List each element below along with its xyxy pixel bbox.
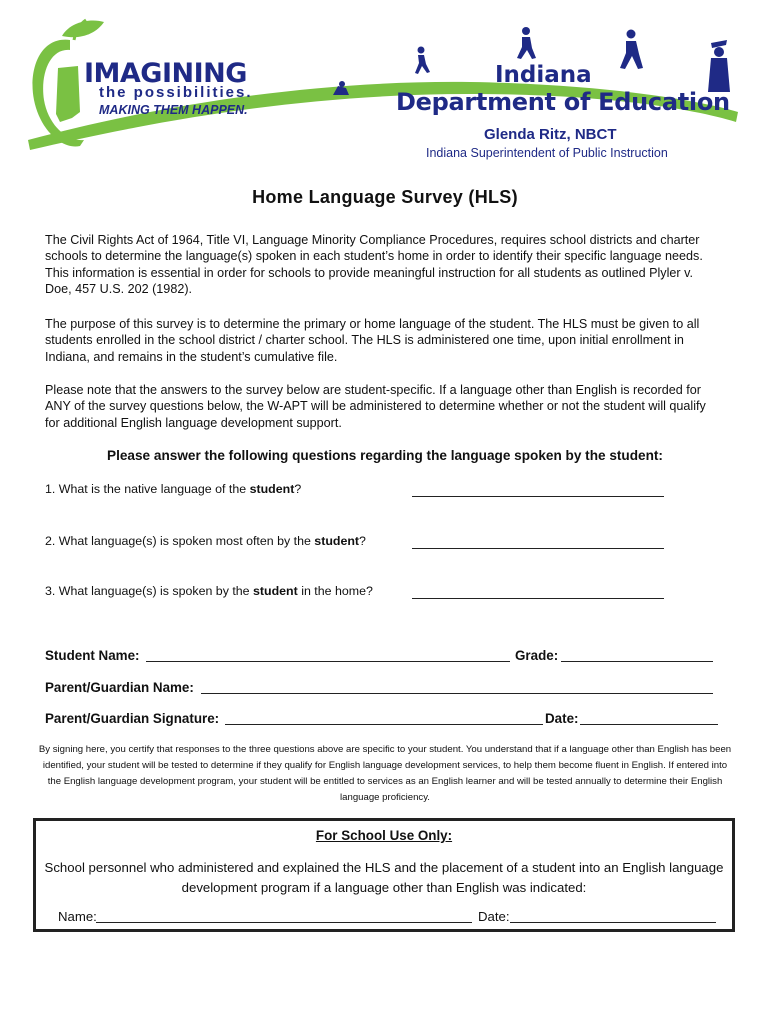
parent-signature-label: Parent/Guardian Signature: <box>45 711 220 726</box>
signature-date-line[interactable] <box>580 724 718 725</box>
letterhead <box>0 0 770 172</box>
document-title: Home Language Survey (HLS) <box>252 187 518 207</box>
answer-line-3[interactable] <box>412 598 664 599</box>
note-paragraph: Please note that the answers to the survey below are student-specific. If a language other than English is recorded for ANY of the survey questions below, the W-APT will be administered to determine whether or not the student will qualify for additional English language development support. <box>45 383 706 430</box>
school-date-label: Date: <box>478 909 510 924</box>
school-name-label: Name: <box>58 909 97 924</box>
school-use-heading: For School Use Only: <box>315 828 453 843</box>
school-use-box <box>33 818 735 932</box>
survey-instruction: Please answer the following questions regarding the language spoken by the student: <box>107 448 663 463</box>
school-date-line[interactable] <box>510 922 716 923</box>
doe-state-name: Indiana <box>495 62 592 88</box>
intro-paragraph: The Civil Rights Act of 1964, Title VI, Language Minority Compliance Procedures, requires school districts and charter schools to determine the language(s) spoken in each student’s home in order to identify their specific language needs. This information is essential in order for schools to provide meaningful instruction for all students as outlined Plyler v. Doe, 457 U.S. 202 (1982). <box>45 233 703 296</box>
brand-slogan: MAKING THEM HAPPEN. <box>99 103 248 117</box>
superintendent-title: Indiana Superintendent of Public Instruction <box>426 146 668 160</box>
brand-tagline: the possibilities. <box>99 84 253 101</box>
figure-graduate <box>708 40 730 92</box>
indiana-state-shape <box>56 66 80 122</box>
figure-walking-small <box>415 47 430 75</box>
doe-department-name: Department of Education <box>396 88 730 116</box>
school-use-text: School personnel who administered and explained the HLS and the placement of a student into an English language development program if a language other than English was indicated: <box>44 860 724 895</box>
grade-line[interactable] <box>561 661 713 662</box>
grade-label: Grade: <box>515 648 559 663</box>
signature-date-label: Date: <box>545 711 579 726</box>
certification-fine-print: By signing here, you certify that responses to the three questions above are specific to your student. You understand that if a language other than English has been identified, your student will be tested to determine if they qualify for English language development services, to help them become fluent in English. If entered into the English language development program, your student will be entitled to services as an English learner and will be tested annually to determine their English language proficiency. <box>38 744 732 803</box>
student-name-label: Student Name: <box>45 648 140 663</box>
parent-signature-line[interactable] <box>225 724 543 725</box>
question-3: 3. What language(s) is spoken by the student in the home? <box>45 584 373 598</box>
brand-imagining: IMAGINING <box>84 58 247 89</box>
superintendent-name: Glenda Ritz, NBCT <box>484 126 617 143</box>
parent-name-line[interactable] <box>201 693 713 694</box>
figure-walking-teen <box>620 30 643 70</box>
question-1: 1. What is the native language of the student? <box>45 482 302 496</box>
parent-name-label: Parent/Guardian Name: <box>45 680 194 695</box>
student-name-line[interactable] <box>146 661 510 662</box>
school-name-line[interactable] <box>96 922 472 923</box>
figure-walking-child <box>517 27 536 59</box>
question-2: 2. What language(s) is spoken most often by the student? <box>45 534 366 548</box>
answer-line-2[interactable] <box>412 548 664 549</box>
purpose-paragraph: The purpose of this survey is to determine the primary or home language of the student. The HLS must be given to all students enrolled in the school district / charter school. The HLS is administered one time, upon initial enrollment in Indiana, and remains in the student’s cumulative file. <box>45 317 700 364</box>
answer-line-1[interactable] <box>412 496 664 497</box>
